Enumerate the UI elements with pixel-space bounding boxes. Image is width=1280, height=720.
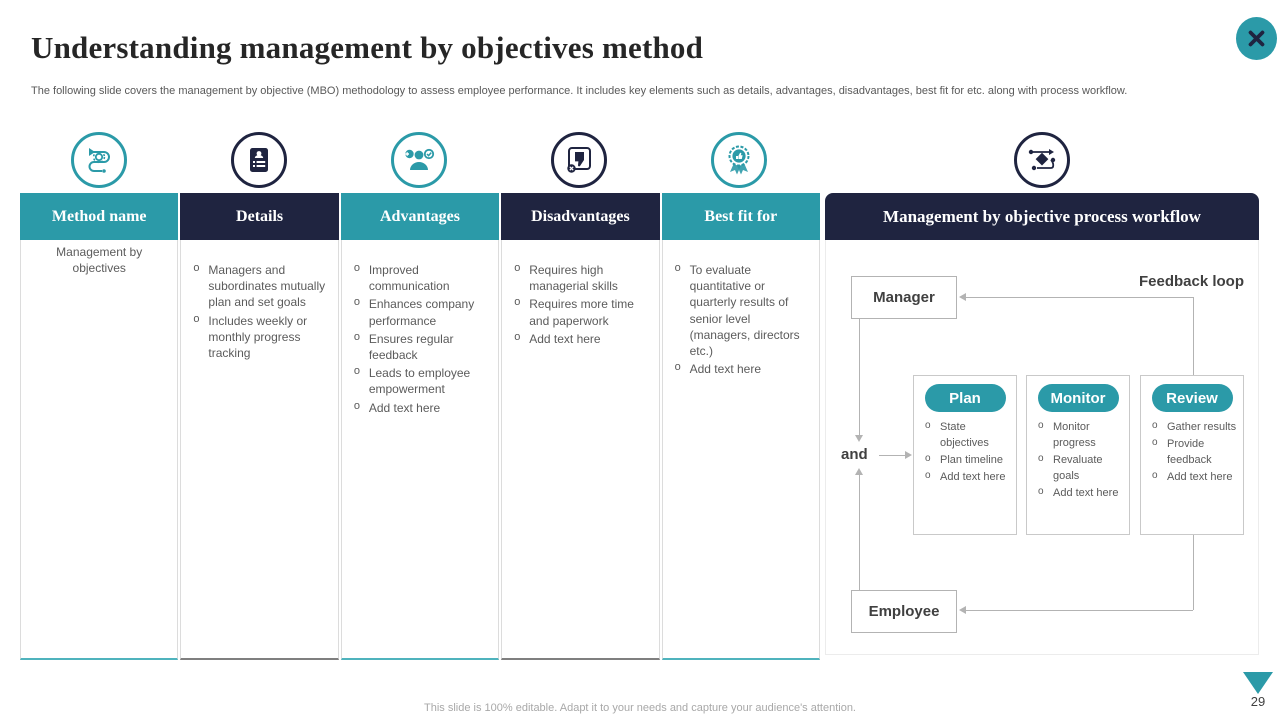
list-item: o State objectives [920,420,1010,452]
column-disadvantages [501,193,659,660]
stage-card-review [1140,375,1244,535]
document-profile-icon [231,132,287,188]
column-details [180,193,338,660]
arrow-up [855,468,863,475]
list-item: o Gather results [1147,420,1237,436]
bullet-list [512,262,648,347]
list-item: o Monitor progress [1033,420,1123,452]
list-item: o Requires high managerial skills [512,262,648,294]
flowchart-icon [1014,132,1070,188]
column-advantages [341,193,499,660]
workflow-header: Management by objective process workflow [825,193,1259,240]
column-header: Best fit for [662,193,820,240]
list-item: o Add text here [673,361,809,377]
list-item: o Add text here [512,331,648,347]
list-item: o Improved communication [352,262,488,294]
close-button[interactable] [1236,17,1277,60]
list-item: o Add text here [1147,470,1237,486]
list-item: o Enhances company performance [352,296,488,328]
arrow-to-employee [959,606,966,614]
thumbs-down-icon [551,132,607,188]
list-item: o Ensures regular feedback [352,331,488,363]
bullet-list [673,262,809,377]
stage-title: Monitor [1038,384,1119,412]
column-cell [501,240,659,660]
feedback-loop-label: Feedback loop [1138,273,1244,290]
bullet-list [191,262,327,361]
column-cell [341,240,499,660]
arrow-to-manager [959,293,966,301]
mbo-table [20,193,820,660]
page-number: 29 [1250,694,1266,709]
column-header: Disadvantages [501,193,659,240]
and-label: and [841,446,868,463]
bullet-list [920,420,1010,486]
list-item: o To evaluate quantitative or quarterly results of senior level (managers, directors etc.) [673,262,809,359]
footer-note: This slide is 100% editable. Adapt it to your needs and capture your audience's attention. [424,702,856,714]
slide-marker-triangle [1243,672,1273,694]
column-cell: Management by objectives [20,240,178,660]
list-item: o Plan timeline [920,453,1010,469]
arrow-down [855,435,863,442]
list-item: o Includes weekly or monthly progress tracking [191,313,327,362]
column-header: Method name [20,193,178,240]
arrow-to-plan [905,451,912,459]
column-cell [180,240,338,660]
list-item: o Add text here [920,470,1010,486]
page-subtitle: The following slide covers the management by objective (MBO) methodology to assess employee performance. It includes key elements such as details, advantages, disadvantages, best fit for etc. along with process workflow. [31,85,1128,97]
employee-box: Employee [851,590,957,633]
bullet-list [1147,420,1237,486]
stage-card-monitor [1026,375,1130,535]
page-title: Understanding management by objectives method [31,30,704,65]
bullet-list [1033,420,1123,502]
list-item: o Leads to employee empowerment [352,365,488,397]
column-cell [662,240,820,660]
people-approve-icon [391,132,447,188]
column-best-fit-for [662,193,820,660]
column-method-name [20,193,178,660]
list-item: o Add text here [1033,486,1123,502]
list-item: o Revaluate goals [1033,453,1123,485]
stage-title: Review [1152,384,1233,412]
list-item: o Managers and subordinates mutually plan and set goals [191,262,327,311]
column-header: Advantages [341,193,499,240]
list-item: o Add text here [352,400,488,416]
manager-box: Manager [851,276,957,319]
award-badge-icon [711,132,767,188]
column-header: Details [180,193,338,240]
bullet-list [352,262,488,416]
workflow-panel [825,240,1259,655]
list-item: o Requires more time and paperwork [512,296,648,328]
process-loop-icon [71,132,127,188]
stage-title: Plan [925,384,1006,412]
close-icon [1248,30,1265,47]
list-item: o Provide feedback [1147,437,1237,469]
stage-card-plan [913,375,1017,535]
